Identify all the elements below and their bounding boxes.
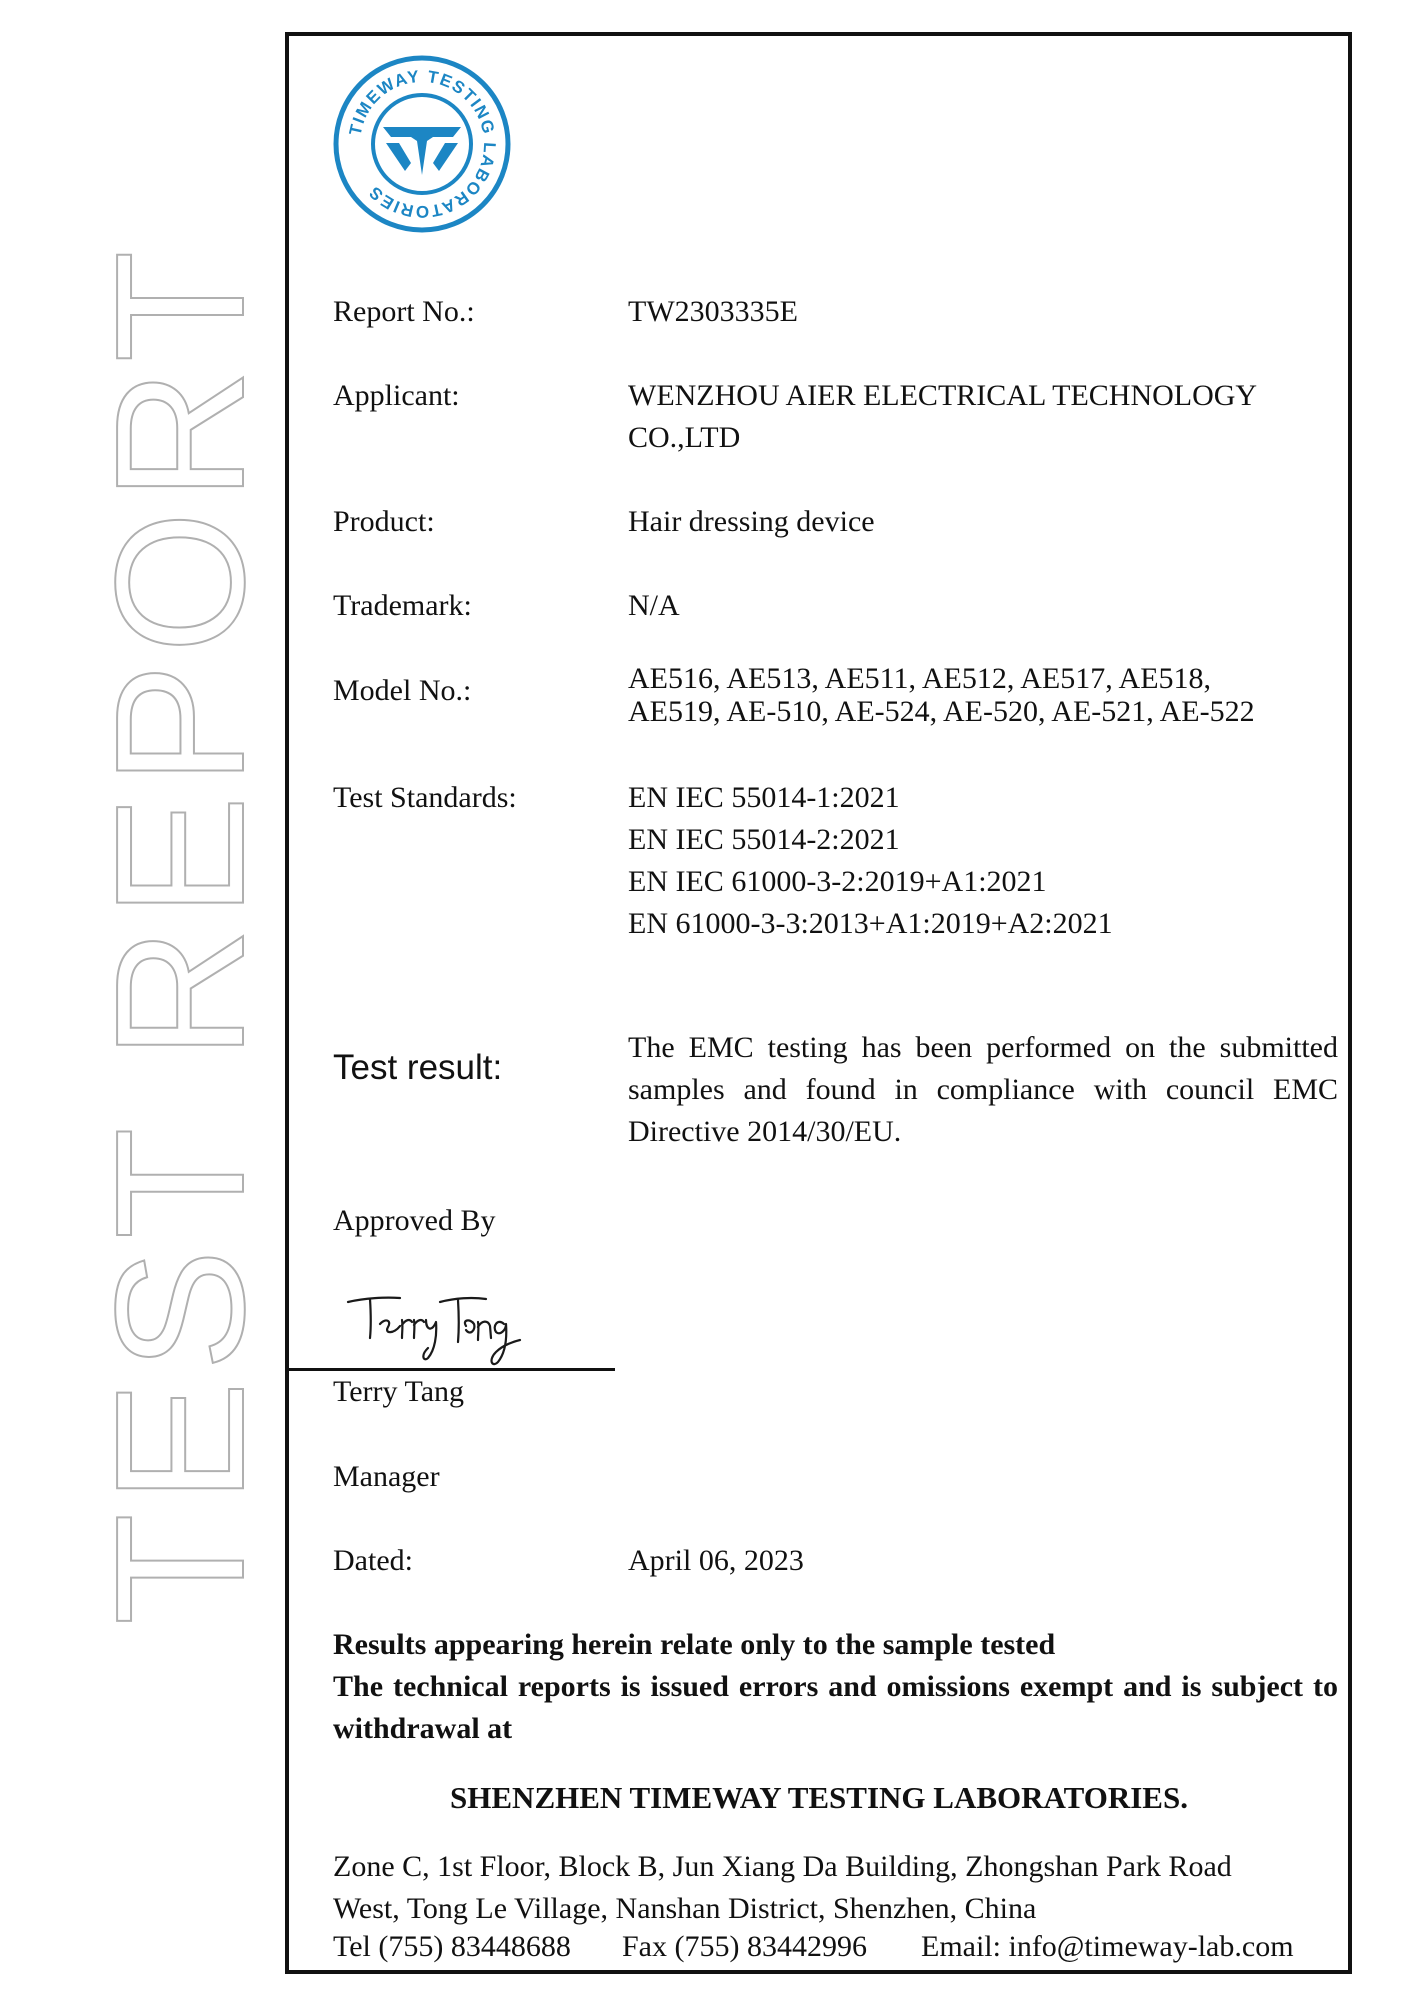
trademark-label: Trademark: bbox=[333, 589, 472, 622]
trademark-value: N/A bbox=[628, 589, 680, 622]
approved-by-label: Approved By bbox=[333, 1204, 496, 1237]
standard-item: EN IEC 55014-1:2021 bbox=[628, 781, 900, 814]
test-result-value: The EMC testing has been performed on the submitted samples and found in compliance with council EMC Directive 2014/30/EU. bbox=[628, 1031, 1338, 1148]
lab-name: SHENZHEN TIMEWAY TESTING LABORATORIES. bbox=[450, 1780, 1188, 1815]
lab-fax: Fax (755) 83442996 bbox=[622, 1930, 867, 1963]
model-no-label: Model No.: bbox=[333, 674, 472, 707]
test-standards-label: Test Standards: bbox=[333, 781, 517, 814]
timeway-logo bbox=[331, 53, 513, 235]
test-result-label: Test result: bbox=[333, 1048, 503, 1087]
approver-title: Manager bbox=[333, 1460, 440, 1493]
test-report-watermark: TEST REPORT bbox=[77, 240, 282, 1625]
svg-text:TIMEWAY TESTING LABORATORIES: TIMEWAY TESTING LABORATORIES bbox=[345, 66, 500, 222]
applicant-label: Applicant: bbox=[333, 379, 460, 412]
dated-value: April 06, 2023 bbox=[628, 1544, 804, 1577]
applicant-value-line2: CO.,LTD bbox=[628, 421, 741, 454]
standard-item: EN IEC 55014-2:2021 bbox=[628, 823, 900, 856]
lab-address-line2: West, Tong Le Village, Nanshan District, Shenzhen, China bbox=[333, 1892, 1037, 1925]
report-no-value: TW2303335E bbox=[628, 295, 798, 328]
applicant-value-line1: WENZHOU AIER ELECTRICAL TECHNOLOGY bbox=[628, 379, 1258, 412]
disclaimer-line1: Results appearing herein relate only to the sample tested bbox=[333, 1628, 1056, 1661]
product-label: Product: bbox=[333, 505, 435, 538]
lab-address-line1: Zone C, 1st Floor, Block B, Jun Xiang Da Building, Zhongshan Park Road bbox=[333, 1850, 1232, 1883]
product-value: Hair dressing device bbox=[628, 505, 875, 538]
model-no-value-line2: AE519, AE-510, AE-524, AE-520, AE-521, AE-522 bbox=[628, 695, 1255, 728]
lab-tel: Tel (755) 83448688 bbox=[333, 1930, 571, 1963]
standard-item: EN IEC 61000-3-2:2019+A1:2021 bbox=[628, 865, 1047, 898]
report-no-label: Report No.: bbox=[333, 295, 475, 328]
model-no-value-line1: AE516, AE513, AE511, AE512, AE517, AE518, bbox=[628, 662, 1212, 695]
disclaimer-line2: The technical reports is issued errors and omissions exempt and is subject to withdrawal at bbox=[333, 1670, 1338, 1745]
standard-item: EN 61000-3-3:2013+A1:2019+A2:2021 bbox=[628, 907, 1113, 940]
signature bbox=[340, 1280, 530, 1370]
dated-label: Dated: bbox=[333, 1544, 413, 1577]
approver-name: Terry Tang bbox=[333, 1375, 465, 1408]
lab-email: Email: info@timeway-lab.com bbox=[921, 1930, 1294, 1963]
